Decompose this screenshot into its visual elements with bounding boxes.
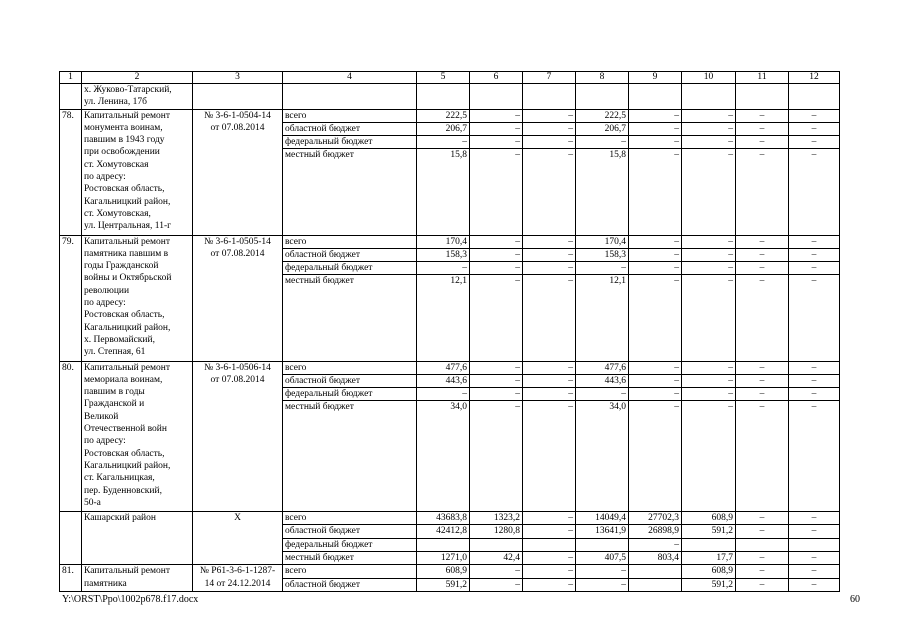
object-description-line: ст. Кагальницкая, — [84, 473, 155, 484]
value-cell: – — [789, 525, 840, 538]
value-cell: – — [789, 109, 840, 122]
object-description-line: ст. Хомутовская — [84, 159, 149, 170]
value-cell: – — [682, 388, 736, 401]
funding-source: местный бюджет — [283, 552, 417, 565]
value-cell: – — [523, 525, 576, 538]
empty-cell — [736, 84, 789, 110]
document-number-line: № 3-6-1-0504-14 — [204, 110, 271, 121]
document-number — [193, 109, 283, 235]
value-cell: – — [629, 248, 682, 261]
value-cell: – — [629, 538, 682, 551]
object-description — [82, 565, 193, 592]
value-cell: – — [417, 388, 470, 401]
value-cell: – — [470, 149, 523, 235]
object-description-line: Отечественной войн — [84, 424, 167, 435]
document-number-line: 14 от 24.12.2014 — [204, 578, 271, 589]
value-cell — [523, 538, 576, 551]
value-cell — [789, 538, 840, 551]
value-cell: 42,4 — [470, 552, 523, 565]
value-cell: – — [736, 235, 789, 248]
document-number-line: № 3-6-1-0505-14 — [204, 236, 271, 247]
value-cell: – — [523, 275, 576, 361]
file-path: Y:\ORST\Ppo\1002p678.f17.docx — [62, 594, 199, 605]
row-number — [60, 512, 82, 565]
object-description — [82, 84, 193, 110]
document-number-line: № Р61-3-6-1-1287- — [199, 566, 276, 577]
object-description-line: Капитальный ремонт — [84, 236, 171, 247]
value-cell: 591,2 — [417, 578, 470, 591]
value-cell: – — [629, 401, 682, 512]
value-cell: – — [523, 262, 576, 275]
budget-table — [59, 71, 840, 592]
value-cell: – — [470, 275, 523, 361]
table-row — [60, 361, 840, 374]
value-cell: 13641,9 — [576, 525, 629, 538]
funding-source: всего — [283, 565, 417, 578]
funding-source: всего — [283, 109, 417, 122]
empty-cell — [576, 84, 629, 110]
value-cell: – — [470, 388, 523, 401]
value-cell: – — [736, 374, 789, 387]
value-cell: – — [629, 235, 682, 248]
document-number — [193, 361, 283, 512]
district-row — [60, 512, 840, 525]
value-cell: – — [470, 361, 523, 374]
column-number: 2 — [82, 72, 193, 84]
funding-source: федеральный бюджет — [283, 262, 417, 275]
value-cell: – — [470, 248, 523, 261]
value-cell: – — [470, 122, 523, 135]
value-cell: – — [629, 262, 682, 275]
value-cell: – — [523, 552, 576, 565]
value-cell: 443,6 — [417, 374, 470, 387]
object-description-line: памятника — [84, 578, 127, 589]
object-description — [82, 361, 193, 512]
object-description-line: павшим в 1943 году — [84, 135, 165, 146]
object-description-line: мемориала воинам, — [84, 374, 163, 385]
empty-cell — [283, 84, 417, 110]
value-cell: – — [417, 262, 470, 275]
value-cell: – — [470, 401, 523, 512]
value-cell: 443,6 — [576, 374, 629, 387]
value-cell: – — [629, 275, 682, 361]
value-cell: – — [736, 109, 789, 122]
value-cell: – — [789, 122, 840, 135]
empty-cell — [417, 84, 470, 110]
funding-source: всего — [283, 235, 417, 248]
value-cell: – — [629, 122, 682, 135]
value-cell: 26898,9 — [629, 525, 682, 538]
object-description-line: войны и Октябрьской — [84, 273, 172, 284]
value-cell: – — [417, 136, 470, 149]
value-cell: – — [523, 248, 576, 261]
document-number-line: от 07.08.2014 — [210, 248, 265, 259]
object-description-line: при освобождении — [84, 147, 160, 158]
object-description-line: Капитальный ремонт — [84, 566, 171, 577]
table-row — [60, 235, 840, 248]
object-description-line: годы Гражданской — [84, 261, 159, 272]
column-number: 4 — [283, 72, 417, 84]
value-cell: – — [682, 374, 736, 387]
value-cell: 15,8 — [417, 149, 470, 235]
value-cell: – — [682, 361, 736, 374]
continuation-row — [60, 84, 840, 110]
column-number-header — [60, 72, 840, 84]
column-number: 9 — [629, 72, 682, 84]
value-cell: 1323,2 — [470, 512, 523, 525]
value-cell: – — [789, 388, 840, 401]
value-cell: – — [523, 109, 576, 122]
value-cell: – — [523, 374, 576, 387]
object-description-line: Ростовская область, — [84, 184, 165, 195]
value-cell: – — [470, 578, 523, 591]
table-row — [60, 565, 840, 578]
funding-source: федеральный бюджет — [283, 538, 417, 551]
funding-source: федеральный бюджет — [283, 136, 417, 149]
object-description-line: памятника павшим в — [84, 248, 169, 259]
object-description-line: по адресу: — [84, 436, 126, 447]
value-cell: – — [682, 149, 736, 235]
value-cell: – — [470, 109, 523, 122]
document-number — [193, 235, 283, 361]
object-description-line: Великой — [84, 411, 119, 422]
value-cell: – — [470, 262, 523, 275]
value-cell: – — [629, 149, 682, 235]
value-cell: – — [736, 262, 789, 275]
object-description-line: монумента воинам, — [84, 122, 163, 133]
object-description-line: пер. Буденновский, — [84, 485, 162, 496]
document-number-line: № 3-6-1-0506-14 — [204, 362, 271, 373]
value-cell: – — [523, 122, 576, 135]
empty-cell — [470, 84, 523, 110]
funding-source: всего — [283, 361, 417, 374]
value-cell: – — [736, 552, 789, 565]
row-number: 81. — [60, 565, 82, 592]
object-description-line: ст. Хомутовская, — [84, 208, 151, 219]
column-number: 6 — [470, 72, 523, 84]
value-cell: 1280,8 — [470, 525, 523, 538]
value-cell: – — [736, 401, 789, 512]
value-cell: 206,7 — [417, 122, 470, 135]
value-cell: – — [523, 388, 576, 401]
value-cell: – — [629, 374, 682, 387]
funding-source: областной бюджет — [283, 248, 417, 261]
object-description-line: Гражданской и — [84, 399, 145, 410]
value-cell: 170,4 — [576, 235, 629, 248]
value-cell: 158,3 — [576, 248, 629, 261]
value-cell: – — [789, 235, 840, 248]
value-cell: 591,2 — [682, 525, 736, 538]
value-cell: – — [629, 361, 682, 374]
value-cell: – — [576, 565, 629, 578]
value-cell: 14049,4 — [576, 512, 629, 525]
value-cell: – — [470, 374, 523, 387]
value-cell: 34,0 — [576, 401, 629, 512]
value-cell — [736, 538, 789, 551]
empty-cell — [523, 84, 576, 110]
empty-cell — [682, 84, 736, 110]
value-cell: 222,5 — [576, 109, 629, 122]
value-cell: – — [523, 149, 576, 235]
value-cell: 591,2 — [682, 578, 736, 591]
value-cell: – — [789, 578, 840, 591]
funding-source: областной бюджет — [283, 525, 417, 538]
value-cell: 12,1 — [417, 275, 470, 361]
value-cell: 34,0 — [417, 401, 470, 512]
value-cell — [629, 578, 682, 591]
value-cell: – — [629, 136, 682, 149]
object-description-line: ул. Центральная, 11-г — [84, 221, 172, 232]
value-cell: 608,9 — [682, 565, 736, 578]
value-cell: – — [470, 235, 523, 248]
object-description-line: Капитальный ремонт — [84, 110, 171, 121]
row-number: 80. — [60, 361, 82, 512]
funding-source: областной бюджет — [283, 374, 417, 387]
value-cell: 12,1 — [576, 275, 629, 361]
value-cell: – — [736, 565, 789, 578]
empty-cell — [789, 84, 840, 110]
row-number — [60, 84, 82, 110]
column-number: 1 — [60, 72, 82, 84]
value-cell: – — [629, 109, 682, 122]
value-cell: – — [789, 136, 840, 149]
empty-cell — [193, 84, 283, 110]
value-cell: – — [789, 374, 840, 387]
value-cell: – — [789, 552, 840, 565]
object-description-line: Капитальный ремонт — [84, 362, 171, 373]
value-cell: 206,7 — [576, 122, 629, 135]
column-number: 7 — [523, 72, 576, 84]
value-cell: – — [682, 235, 736, 248]
row-number: 78. — [60, 109, 82, 235]
value-cell: 43683,8 — [417, 512, 470, 525]
value-cell — [417, 538, 470, 551]
value-cell: 477,6 — [576, 361, 629, 374]
value-cell: – — [736, 361, 789, 374]
document-number-line: от 07.08.2014 — [210, 122, 265, 133]
value-cell: – — [682, 109, 736, 122]
object-description-line: х. Жуково-Татарский, — [84, 85, 172, 95]
table-body — [60, 72, 840, 592]
object-description-line: Кагальницкий район, — [84, 460, 171, 471]
value-cell: 803,4 — [629, 552, 682, 565]
value-cell: – — [576, 262, 629, 275]
value-cell: – — [736, 388, 789, 401]
district-name: Кашарский район — [82, 512, 193, 565]
value-cell: – — [682, 262, 736, 275]
column-number: 12 — [789, 72, 840, 84]
value-cell: 42412,8 — [417, 525, 470, 538]
funding-source: всего — [283, 512, 417, 525]
object-description-line: революции — [84, 285, 130, 296]
funding-source: областной бюджет — [283, 122, 417, 135]
object-description-line: павшим в годы — [84, 387, 145, 398]
value-cell — [682, 538, 736, 551]
object-description-line: ул. Степная, 61 — [84, 347, 146, 358]
object-description-line: ул. Ленина, 17б — [84, 97, 147, 108]
value-cell: – — [576, 136, 629, 149]
value-cell: – — [470, 565, 523, 578]
value-cell: – — [736, 149, 789, 235]
object-description-line: по адресу: — [84, 172, 126, 183]
object-description-line: по адресу: — [84, 298, 126, 309]
object-description — [82, 235, 193, 361]
value-cell: – — [523, 401, 576, 512]
value-cell: – — [789, 361, 840, 374]
column-number: 11 — [736, 72, 789, 84]
column-number: 10 — [682, 72, 736, 84]
value-cell: – — [523, 235, 576, 248]
column-number: 8 — [576, 72, 629, 84]
value-cell: – — [789, 262, 840, 275]
value-cell: 608,9 — [417, 565, 470, 578]
value-cell: – — [736, 248, 789, 261]
value-cell: 27702,3 — [629, 512, 682, 525]
value-cell: – — [736, 525, 789, 538]
value-cell: – — [523, 578, 576, 591]
funding-source: федеральный бюджет — [283, 388, 417, 401]
object-description-line: 50-а — [84, 497, 101, 508]
object-description-line: Кагальницкий район, — [84, 322, 171, 333]
value-cell: – — [736, 122, 789, 135]
object-description-line: х. Первомайский, — [84, 334, 155, 345]
empty-cell — [629, 84, 682, 110]
value-cell: 407,5 — [576, 552, 629, 565]
table-row — [60, 109, 840, 122]
column-number: 5 — [417, 72, 470, 84]
value-cell: – — [682, 248, 736, 261]
funding-source: местный бюджет — [283, 275, 417, 361]
value-cell: – — [576, 578, 629, 591]
document-number-line: от 07.08.2014 — [210, 374, 265, 385]
value-cell: – — [629, 388, 682, 401]
value-cell: 170,4 — [417, 235, 470, 248]
funding-source: местный бюджет — [283, 149, 417, 235]
value-cell: 15,8 — [576, 149, 629, 235]
value-cell: – — [789, 512, 840, 525]
value-cell: – — [682, 122, 736, 135]
value-cell: – — [523, 361, 576, 374]
value-cell: 477,6 — [417, 361, 470, 374]
row-number: 79. — [60, 235, 82, 361]
funding-source: местный бюджет — [283, 401, 417, 512]
value-cell: – — [576, 388, 629, 401]
value-cell: – — [736, 136, 789, 149]
object-description-line: Кагальницкий район, — [84, 196, 171, 207]
object-description — [82, 109, 193, 235]
value-cell: – — [523, 512, 576, 525]
value-cell: – — [789, 248, 840, 261]
value-cell: – — [523, 136, 576, 149]
value-cell — [629, 565, 682, 578]
value-cell: – — [523, 565, 576, 578]
document-number — [193, 565, 283, 592]
column-number: 3 — [193, 72, 283, 84]
value-cell: – — [736, 512, 789, 525]
value-cell: 17,7 — [682, 552, 736, 565]
funding-source: областной бюджет — [283, 578, 417, 591]
value-cell — [576, 538, 629, 551]
value-cell: – — [682, 401, 736, 512]
value-cell: 1271,0 — [417, 552, 470, 565]
value-cell: – — [789, 149, 840, 235]
page-number: 60 — [850, 594, 860, 605]
value-cell: – — [736, 275, 789, 361]
value-cell: – — [789, 401, 840, 512]
value-cell: 608,9 — [682, 512, 736, 525]
value-cell: – — [470, 136, 523, 149]
value-cell: – — [682, 136, 736, 149]
value-cell: – — [789, 275, 840, 361]
value-cell: – — [736, 578, 789, 591]
value-cell: – — [789, 565, 840, 578]
value-cell — [470, 538, 523, 551]
document-number: Х — [193, 512, 283, 565]
object-description-line: Ростовская область, — [84, 310, 165, 321]
value-cell: 158,3 — [417, 248, 470, 261]
value-cell: – — [682, 275, 736, 361]
value-cell: 222,5 — [417, 109, 470, 122]
object-description-line: Ростовская область, — [84, 448, 165, 459]
